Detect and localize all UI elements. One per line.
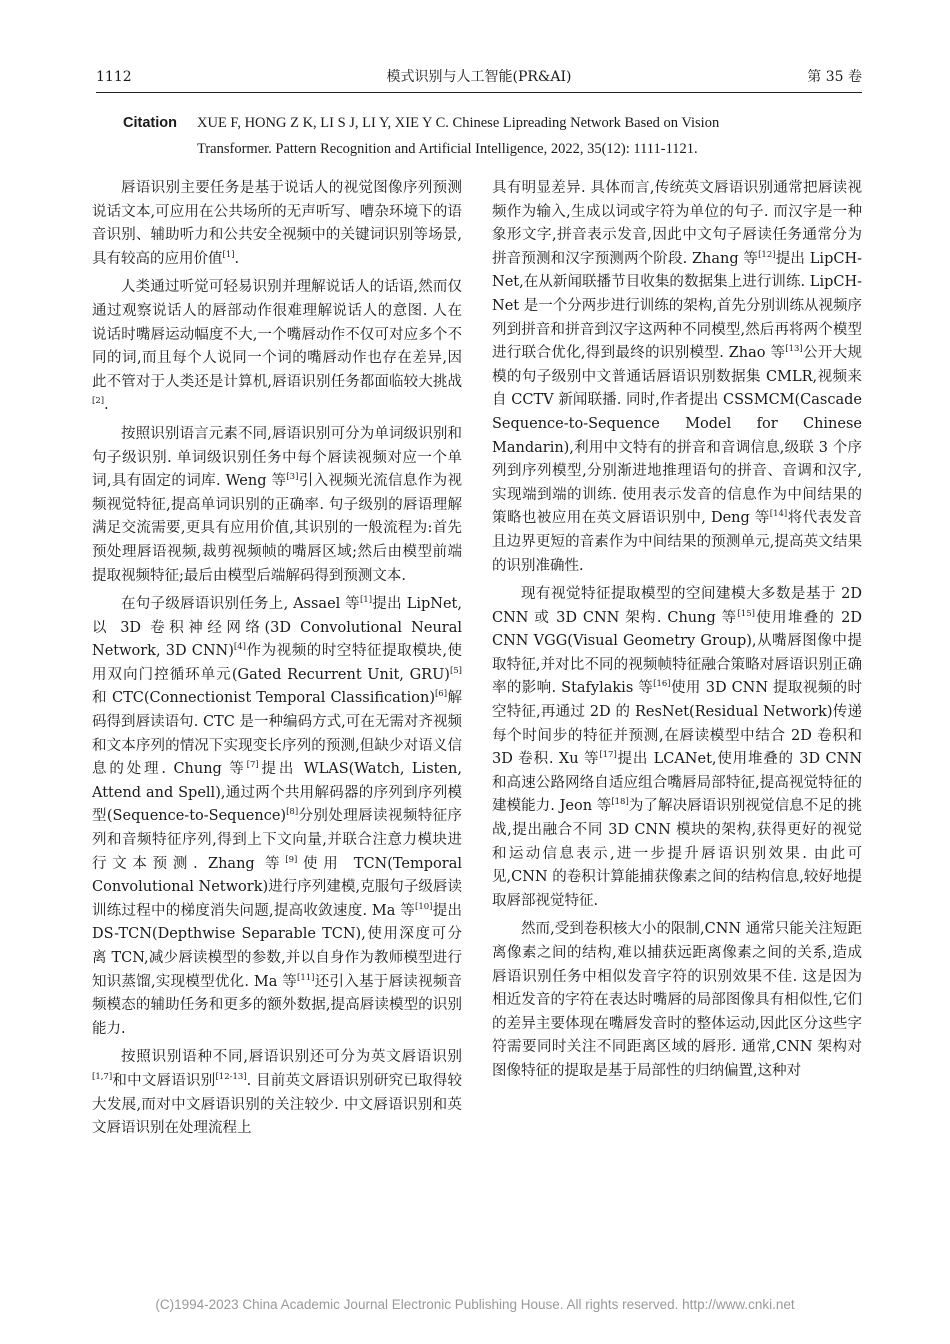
reference-marker: [7] bbox=[246, 760, 259, 771]
reference-marker: [12-13] bbox=[215, 1071, 247, 1082]
paragraph-text: 具有明显差异. 具体而言,传统英文唇语识别通常把唇读视频作为输入,生成以词或字符为单位的句子. 而汉字是一种象形文字,拼音表示发音,因此中文句子唇读任务通常分为拼音预测和汉字预测两个阶段. Zhang 等 bbox=[492, 180, 862, 267]
volume-label: 第 35 卷 bbox=[807, 69, 862, 85]
paragraph-text: 解码得到唇读语句. CTC 是一种编码方式,可在无需对齐视频和文本序列的情况下实现变长序列的预测,但缺少对语义信息的处理. Chung 等 bbox=[92, 690, 462, 778]
paragraph-text: 在句子级唇语识别任务上, Assael 等 bbox=[121, 596, 360, 613]
paragraph-text: 按照识别语种不同,唇语识别还可分为英文唇语识别 bbox=[121, 1049, 462, 1066]
reference-marker: [1] bbox=[222, 249, 235, 260]
citation-text-2: Transformer. Pattern Recognition and Artificial Intelligence, 2022, 35(12): 1111-1121. bbox=[197, 141, 698, 157]
citation-text-1: XUE F, HONG Z K, LI S J, LI Y, XIE Y C. Chinese Lipreading Network Based on Vision bbox=[197, 115, 720, 131]
paragraph-text: 使用 TCN(Temporal Convolutional Network)进行序列建模,克服句子级唇读训练过程中的梯度消失问题,提高收敛速度. Ma 等 bbox=[92, 855, 462, 919]
reference-marker: [3] bbox=[286, 472, 299, 483]
page-number: 1112 bbox=[96, 69, 132, 85]
paragraph-text: 引入视频光流信息作为视频视觉特征,提高单词识别的正确率. 句子级别的唇语理解满足交流需要,更具有应用价值,其识别的一般流程为:首先预处理唇语视频,裁剪视频帧的嘴唇区域;然后由模型前端提取视频特征;最后由模型后端解码得到预测文本. bbox=[92, 473, 462, 584]
paragraph-text: 分别处理唇读视频特征序列和音频特征序列,得到上下文向量,并联合注意力模块进行文本预测. Zhang 等 bbox=[92, 808, 463, 872]
reference-marker: [9] bbox=[285, 854, 298, 865]
paragraph-text: 提出 LipNet,以 3D 卷积神经网络(3D Convolutional Neural Network, 3D CNN) bbox=[92, 596, 462, 660]
reference-marker: [1,7] bbox=[92, 1071, 113, 1082]
paragraph-text: 按照识别语言元素不同,唇语识别可分为单词级识别和句子级识别. 单词级识别任务中每个唇读视频对应一个单词,具有固定的词库. Weng 等 bbox=[92, 425, 462, 490]
running-header bbox=[96, 66, 862, 88]
journal-title: 模式识别与人工智能(PR&AI) bbox=[386, 69, 572, 85]
paragraph-text: 现有视觉特征提取模型的空间建模大多数是基于 2D CNN 或 3D CNN 架构. Chung 等 bbox=[492, 586, 862, 626]
paragraph-text: 为了解决唇语识别视觉信息不足的挑战,提出融合不同 3D CNN 模块的架构,获得更好的视觉和运动信息表示,进一步提升唇语识别效果. 由此可见,CNN 的卷积计算能捕获像素之间的结构信息,较好地提取唇部视觉特征. bbox=[492, 798, 862, 909]
left-column bbox=[92, 177, 462, 1146]
body-paragraph bbox=[492, 177, 862, 578]
paragraph-text: 公开大规模的句子级别中文普通话唇语识别数据集 CMLR,视频来自 CCTV 新闻联播. 同时,作者提出 CSSMCM(Cascade Sequence-to-Sequence Model for Chinese Mandarin),利用中文特有的拼音和音调信息,级联 3 个序列到序列模型,分别渐进地推理语句的拼音、音调和汉字,实现端到端的训练. 使用表示发音的信息作为中间结果的策略也被应用在英文唇语识别中, Deng 等 bbox=[492, 345, 862, 527]
body-paragraph bbox=[92, 1046, 462, 1140]
right-column bbox=[492, 177, 862, 1089]
paragraph-text: 还引入基于唇读视频音频模态的辅助任务和更多的额外数据,提高唇读模型的识别能力. bbox=[92, 973, 462, 1037]
paragraph-text: 提出 LipCH-Net,在从新闻联播节目收集的数据集上进行训练. LipCH-Net 是一个分两步进行训练的架构,首先分别训练从视频序列到拼音和拼音到汉字这两种不同模型,然后再将两个模型进行联合优化,得到最终的识别模型. Zhao 等 bbox=[492, 250, 862, 362]
copyright-footer: (C)1994-2023 China Academic Journal Electronic Publishing House. All rights reserved. http://www.cnki.net bbox=[155, 1297, 795, 1312]
reference-marker: [2] bbox=[92, 396, 105, 407]
body-paragraph bbox=[92, 177, 462, 271]
citation-line-1 bbox=[123, 110, 863, 136]
paragraph-text: . bbox=[234, 250, 240, 267]
paragraph-text: 作为视频的时空特征提取模块,使用双向门控循环单元(Gated Recurrent Unit, GRU) bbox=[92, 643, 462, 683]
body-paragraph bbox=[492, 583, 862, 913]
paragraph-text: 人类通过听觉可轻易识别并理解说话人的话语,然而仅通过观察说话人的唇部动作很难理解说话人的意图. 人在说话时嘴唇运动幅度不大,一个嘴唇动作不仅可对应多个不同的词,而且每个人说同一个词的嘴唇动作也存在差异,因此不管对于人类还是计算机,唇语识别任务都面临较大挑战 bbox=[92, 279, 462, 390]
reference-marker: [4] bbox=[233, 642, 246, 653]
paragraph-text: 唇语识别主要任务是基于说话人的视觉图像序列预测说话文本,可应用在公共场所的无声听写、嘈杂环境下的语音识别、辅助听力和公共安全视频中的关键词识别等场景,具有较高的应用价值 bbox=[92, 180, 462, 267]
reference-marker: [11] bbox=[297, 972, 315, 983]
body-paragraph bbox=[92, 593, 462, 1041]
reference-marker: [14] bbox=[769, 509, 788, 520]
reference-marker: [8] bbox=[286, 807, 299, 818]
reference-marker: [17] bbox=[599, 750, 617, 761]
body-paragraph bbox=[92, 276, 462, 418]
reference-marker: [16] bbox=[653, 679, 671, 690]
citation-label: Citation bbox=[123, 115, 177, 131]
reference-marker: [13] bbox=[785, 344, 803, 355]
paragraph-text: 和 CTC(Connectionist Temporal Classification) bbox=[92, 690, 435, 707]
paragraph-text: 提出 LCANet,使用堆叠的 3D CNN 和高速公路网络自适应组合嘴唇局部特征,提高视觉特征的建模能力. Jeon 等 bbox=[492, 751, 863, 815]
reference-marker: [6] bbox=[434, 689, 448, 700]
reference-marker: [10] bbox=[415, 901, 433, 912]
paragraph-text: 和中文唇语识别 bbox=[112, 1072, 216, 1089]
paragraph-text: 使用 3D CNN 提取视频的时空特征,再通过 2D 的 ResNet(Residual Network)传递每个时间步的特征并预测,在唇读模型中结合 2D 卷积和 3D 卷积. Xu 等 bbox=[492, 680, 862, 768]
reference-marker: [5] bbox=[449, 665, 462, 676]
paragraph-text: . 目前英文唇语识别研究已取得较大发展,而对中文唇语识别的关注较少. 中文唇语识别和英文唇语识别在处理流程上 bbox=[92, 1072, 462, 1137]
body-paragraph bbox=[492, 918, 862, 1083]
reference-marker: [12] bbox=[758, 249, 776, 260]
reference-marker: [18] bbox=[611, 797, 629, 808]
body-paragraph bbox=[92, 423, 462, 588]
paragraph-text: 然而,受到卷积核大小的限制,CNN 通常只能关注短距离像素之间的结构,难以捕获远距离像素之间的关系,造成唇语识别任务中相似发音字符的识别效果不佳. 这是因为相近发音的字符在表达时嘴唇的局部图像具有相似性,它们的差异主要体现在嘴唇发音时的整体运动,因此区分这些字符需要同时关注不同距离区域的唇形. 通常,CNN 架构对图像特征的提取是基于局部性的归纳偏置,这种对 bbox=[492, 921, 862, 1079]
paragraph-text: 将代表发音且边界更短的音素作为中间结果的预测单元,提高英文结果的识别准确性. bbox=[492, 510, 862, 574]
reference-marker: [1] bbox=[359, 595, 373, 606]
paragraph-text: 提出 WLAS(Watch, Listen, Attend and Spell),通过两个共用解码器的序列到序列模型(Sequence-to-Sequence) bbox=[92, 761, 462, 825]
header-rule bbox=[96, 92, 862, 93]
paragraph-text: 使用堆叠的 2D CNN VGG(Visual Geometry Group),从嘴唇图像中提取特征,并对比不同的视频帧特征融合策略对唇语识别正确率的影响. Stafylakis 等 bbox=[492, 609, 862, 697]
citation-block bbox=[123, 110, 863, 162]
reference-marker: [15] bbox=[737, 608, 755, 619]
paragraph-text: 提出 DS-TCN(Depthwise Separable TCN),使用深度可分离 TCN,减少唇读模型的参数,并以自身作为教师模型进行知识蒸馏,实现模型优化. Ma 等 bbox=[92, 902, 462, 990]
paragraph-text: . bbox=[104, 397, 109, 414]
